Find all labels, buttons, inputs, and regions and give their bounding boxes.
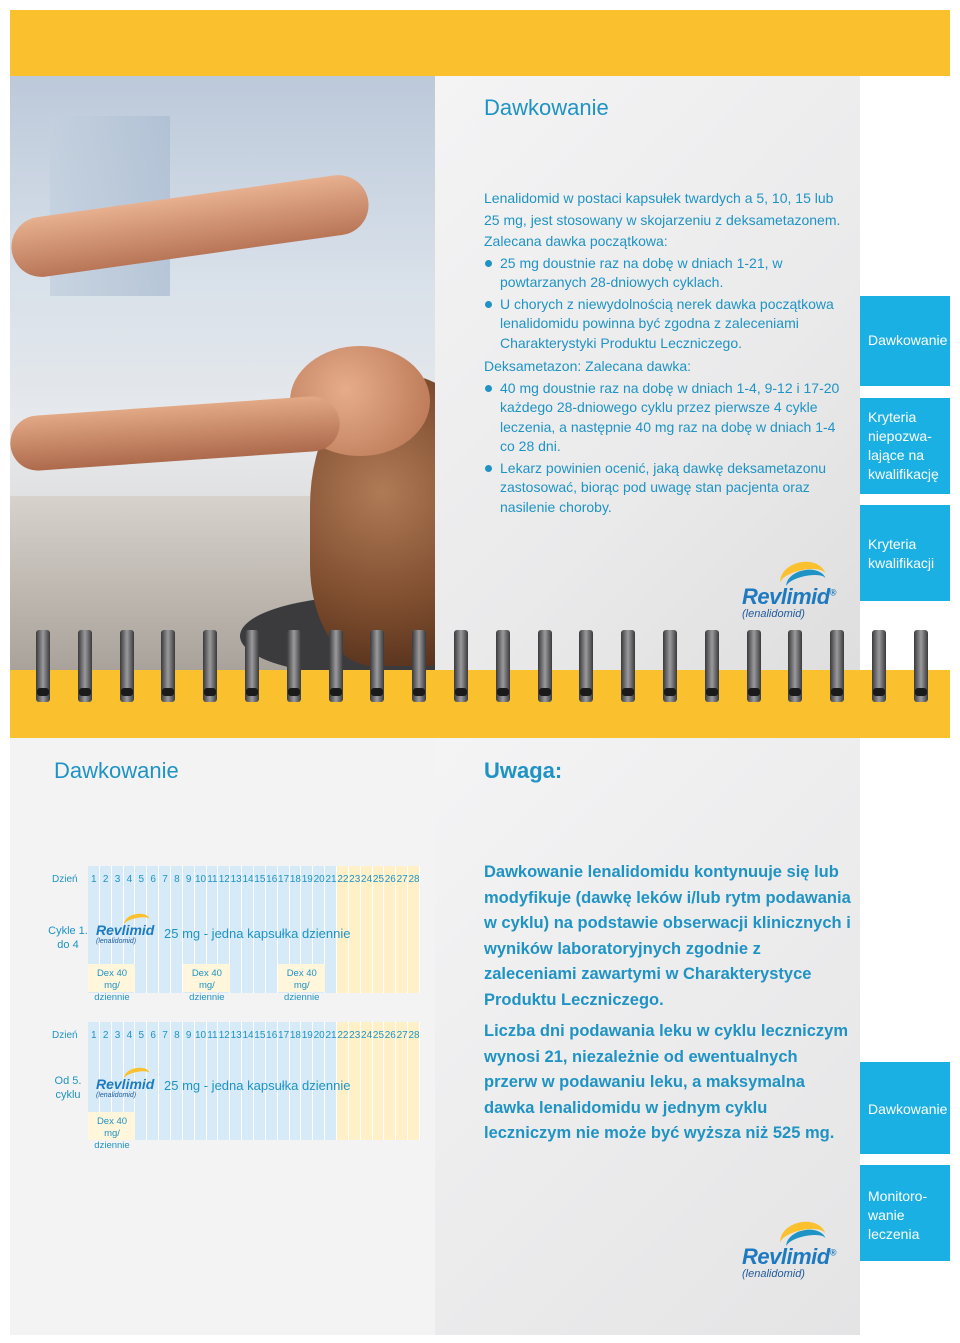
ring-hole bbox=[497, 688, 509, 696]
list-item: 25 mg doustnie raz na dobę w dniach 1-21, w powtarzanych 28-dniowych cyklach. bbox=[500, 254, 854, 293]
spiral-ring bbox=[621, 630, 635, 702]
revlimid-logo bbox=[742, 1222, 842, 1282]
day-number: 6 bbox=[150, 1029, 156, 1041]
ring-hole bbox=[37, 688, 49, 696]
day-number: 12 bbox=[218, 873, 230, 885]
cycle-label: Cykle 1. do 4 bbox=[48, 925, 88, 951]
day-number: 28 bbox=[408, 1029, 420, 1041]
day-number: 8 bbox=[174, 1029, 180, 1041]
day-number: 7 bbox=[162, 1029, 168, 1041]
day-number: 28 bbox=[408, 873, 420, 885]
logo-word: Revlimid bbox=[96, 922, 155, 938]
day-number: 7 bbox=[162, 873, 168, 885]
day-number: 15 bbox=[254, 1029, 266, 1041]
day-number: 16 bbox=[266, 1029, 278, 1041]
note-text bbox=[484, 860, 854, 1153]
ring-hole bbox=[580, 688, 592, 696]
schedule-table-cycles-1-4 bbox=[48, 866, 420, 1003]
day-number: 23 bbox=[349, 1029, 361, 1041]
spiral-ring bbox=[329, 630, 343, 702]
day-number: 17 bbox=[278, 1029, 290, 1041]
day-number: 4 bbox=[126, 873, 133, 885]
tab-kryteria-niepozwalajace[interactable]: Kryteria niepozwa- lające na kwalifikację bbox=[860, 398, 950, 494]
day-number: 19 bbox=[301, 1029, 313, 1041]
day-number: 21 bbox=[325, 1029, 337, 1041]
logo-sub: (lenalidomid) bbox=[742, 608, 805, 620]
spiral-ring bbox=[454, 630, 468, 702]
logo-word-text: Revlimid bbox=[742, 1244, 830, 1269]
day-number: 5 bbox=[138, 873, 145, 885]
dose-label: 25 mg - jedna kapsułka dziennie bbox=[164, 926, 351, 941]
day-number: 24 bbox=[361, 873, 373, 885]
dosage-text bbox=[484, 189, 854, 521]
note-title: Uwaga: bbox=[484, 758, 563, 783]
ring-hole bbox=[789, 688, 801, 696]
spiral-ring bbox=[78, 630, 92, 702]
pottery-photo bbox=[10, 76, 435, 671]
ring-hole bbox=[915, 688, 927, 696]
dex-label: Dex 40 mg/ dziennie bbox=[94, 968, 130, 1003]
day-number: 18 bbox=[289, 1029, 301, 1041]
day-number: 14 bbox=[242, 873, 254, 885]
spiral-ring bbox=[788, 630, 802, 702]
day-number: 2 bbox=[102, 873, 109, 885]
day-number: 20 bbox=[313, 873, 325, 885]
spiral-ring bbox=[872, 630, 886, 702]
spiral-ring bbox=[538, 630, 552, 702]
day-label: Dzień bbox=[52, 873, 78, 885]
intro-line: Zalecana dawka początkowa: bbox=[484, 233, 668, 249]
spiral-ring bbox=[830, 630, 844, 702]
day-number: 2 bbox=[102, 1029, 109, 1041]
day-number: 23 bbox=[349, 873, 361, 885]
day-number: 11 bbox=[207, 873, 218, 885]
day-number: 25 bbox=[372, 873, 385, 885]
ring-hole bbox=[79, 688, 91, 696]
revlimid-logo bbox=[742, 562, 842, 622]
ring-hole bbox=[873, 688, 885, 696]
spiral-ring bbox=[579, 630, 593, 702]
dex-label: Dex 40 mg/ dziennie bbox=[94, 1116, 130, 1151]
logo-reg: ® bbox=[829, 587, 836, 598]
ring-hole bbox=[162, 688, 174, 696]
spiral-ring bbox=[287, 630, 301, 702]
day-number: 3 bbox=[114, 873, 121, 885]
logo-sub: (lenalidomid) bbox=[96, 938, 137, 945]
ring-hole bbox=[539, 688, 551, 696]
day-label: Dzień bbox=[52, 1029, 78, 1041]
day-number: 14 bbox=[242, 1029, 254, 1041]
dex-label: Dex 40 mg/ dziennie bbox=[284, 968, 320, 1003]
dex-list bbox=[484, 379, 854, 518]
day-number: 17 bbox=[278, 873, 290, 885]
day-number: 15 bbox=[254, 873, 266, 885]
spiral-binding bbox=[10, 630, 950, 738]
day-number: 1 bbox=[91, 1029, 97, 1041]
spiral-ring bbox=[412, 630, 426, 702]
tab-dawkowanie[interactable]: Dawkowanie bbox=[860, 296, 950, 386]
day-number: 10 bbox=[195, 873, 207, 885]
spiral-ring bbox=[747, 630, 761, 702]
revlimid-small-logo bbox=[96, 1068, 160, 1104]
day-header-row bbox=[48, 1022, 420, 1048]
day-number: 11 bbox=[207, 1029, 218, 1041]
photo-arm-lower bbox=[10, 395, 342, 473]
list-item: U chorych z niewydolnością nerek dawka początkowa lenalidomidu powinna być zgodna z zaleceniami Charakterystyki Produktu Leczniczego. bbox=[500, 295, 854, 354]
day-header-row bbox=[48, 866, 420, 892]
logo-reg: ® bbox=[829, 1247, 836, 1258]
ring-hole bbox=[204, 688, 216, 696]
spiral-ring bbox=[120, 630, 134, 702]
day-number: 27 bbox=[396, 1029, 408, 1041]
day-number: 27 bbox=[396, 873, 408, 885]
intro-line: 25 mg, jest stosowany w skojarzeniu z deksametazonem. bbox=[484, 211, 841, 228]
logo-word-text: Revlimid bbox=[742, 584, 830, 609]
logo-sub: (lenalidomid) bbox=[742, 1268, 805, 1280]
ring-hole bbox=[121, 688, 133, 696]
day-number: 9 bbox=[185, 1029, 192, 1041]
day-number: 24 bbox=[361, 1029, 373, 1041]
ring-hole bbox=[622, 688, 634, 696]
section-title: Dawkowanie bbox=[54, 758, 179, 783]
lenalidomid-list bbox=[484, 254, 854, 354]
spiral-yellow-band bbox=[10, 670, 950, 738]
list-item: 40 mg doustnie raz na dobę w dniach 1-4, 9-12 i 17-20 każdego 28-dniowego cyklu przez pierwsze 4 cykle leczenia, a następnie 40 mg raz na dobę w dniach 1-4 co 28 dni. bbox=[500, 379, 854, 457]
day-number: 18 bbox=[289, 873, 301, 885]
day-number: 26 bbox=[384, 1029, 396, 1041]
page-title: Dawkowanie bbox=[484, 95, 609, 120]
day-number: 25 bbox=[372, 1029, 385, 1041]
ring-hole bbox=[664, 688, 676, 696]
day-number: 21 bbox=[325, 873, 337, 885]
spiral-ring bbox=[496, 630, 510, 702]
day-number: 20 bbox=[313, 1029, 325, 1041]
day-number: 4 bbox=[126, 1029, 133, 1041]
ring-hole bbox=[330, 688, 342, 696]
day-number: 12 bbox=[218, 1029, 230, 1041]
ring-hole bbox=[455, 688, 467, 696]
day-number: 13 bbox=[230, 1029, 242, 1041]
cycle-label: Od 5. cyklu bbox=[54, 1075, 82, 1101]
note-paragraph: Liczba dni podawania leku w cyklu leczniczym wynosi 21, niezależnie od ewentualnych przerw w podawaniu leku, a maksymalna dawka lenalidomidu w jednym cyklu leczniczym nie może być wyższa niż 525 mg. bbox=[484, 1022, 849, 1142]
spiral-ring bbox=[203, 630, 217, 702]
note-paragraph: Dawkowanie lenalidomidu kontynuuje się lub modyfikuje (dawkę leków i/lub rytm podawania w cyklu) na podstawie obserwacji klinicznych i wyników laboratoryjnych zgodnie z zaleceniami zawartymi w Charakterystyce Produktu Leczniczego. bbox=[484, 863, 851, 1009]
intro-line: Lenalidomid w postaci kapsułek twardych a 5, 10, 15 lub bbox=[484, 190, 834, 206]
dex-heading: Deksametazon: Zalecana dawka: bbox=[484, 358, 691, 374]
ring-hole bbox=[831, 688, 843, 696]
spiral-ring bbox=[914, 630, 928, 702]
tab-dawkowanie[interactable]: Dawkowanie bbox=[860, 1062, 950, 1154]
spiral-ring bbox=[705, 630, 719, 702]
dex-label: Dex 40 mg/ dziennie bbox=[189, 968, 225, 1003]
day-number: 5 bbox=[138, 1029, 145, 1041]
day-number: 22 bbox=[337, 873, 349, 885]
dose-label: 25 mg - jedna kapsułka dziennie bbox=[164, 1078, 351, 1093]
spiral-ring bbox=[161, 630, 175, 702]
top-yellow-band bbox=[10, 10, 950, 76]
logo-word: Revlimid bbox=[96, 1076, 155, 1092]
day-number: 13 bbox=[230, 873, 242, 885]
revlimid-small-logo bbox=[96, 914, 160, 950]
tab-monitorowanie-leczenia[interactable]: Monitoro- wanie leczenia bbox=[860, 1165, 950, 1261]
day-number: 16 bbox=[266, 873, 278, 885]
list-item: Lekarz powinien ocenić, jaką dawkę deksametazonu zastosować, biorąc pod uwagę stan pacjenta oraz nasilenie choroby. bbox=[500, 459, 854, 518]
spiral-ring bbox=[245, 630, 259, 702]
day-number: 9 bbox=[185, 873, 192, 885]
spiral-ring bbox=[36, 630, 50, 702]
ring-hole bbox=[246, 688, 258, 696]
ring-hole bbox=[413, 688, 425, 696]
ring-hole bbox=[288, 688, 300, 696]
logo-word bbox=[742, 584, 836, 610]
day-number: 19 bbox=[301, 873, 313, 885]
schedule-table-cycle-5 bbox=[48, 1022, 420, 1151]
ring-hole bbox=[706, 688, 718, 696]
spiral-ring bbox=[370, 630, 384, 702]
logo-word bbox=[742, 1244, 836, 1270]
day-number: 10 bbox=[195, 1029, 207, 1041]
ring-hole bbox=[748, 688, 760, 696]
day-number: 1 bbox=[91, 873, 97, 885]
tab-kryteria-kwalifikacji[interactable]: Kryteria kwalifikacji bbox=[860, 505, 950, 601]
day-number: 22 bbox=[337, 1029, 349, 1041]
day-number: 3 bbox=[114, 1029, 121, 1041]
logo-sub: (lenalidomid) bbox=[96, 1092, 137, 1099]
day-number: 26 bbox=[384, 873, 396, 885]
day-number: 8 bbox=[174, 873, 180, 885]
ring-hole bbox=[371, 688, 383, 696]
spiral-ring bbox=[663, 630, 677, 702]
day-number: 6 bbox=[150, 873, 156, 885]
